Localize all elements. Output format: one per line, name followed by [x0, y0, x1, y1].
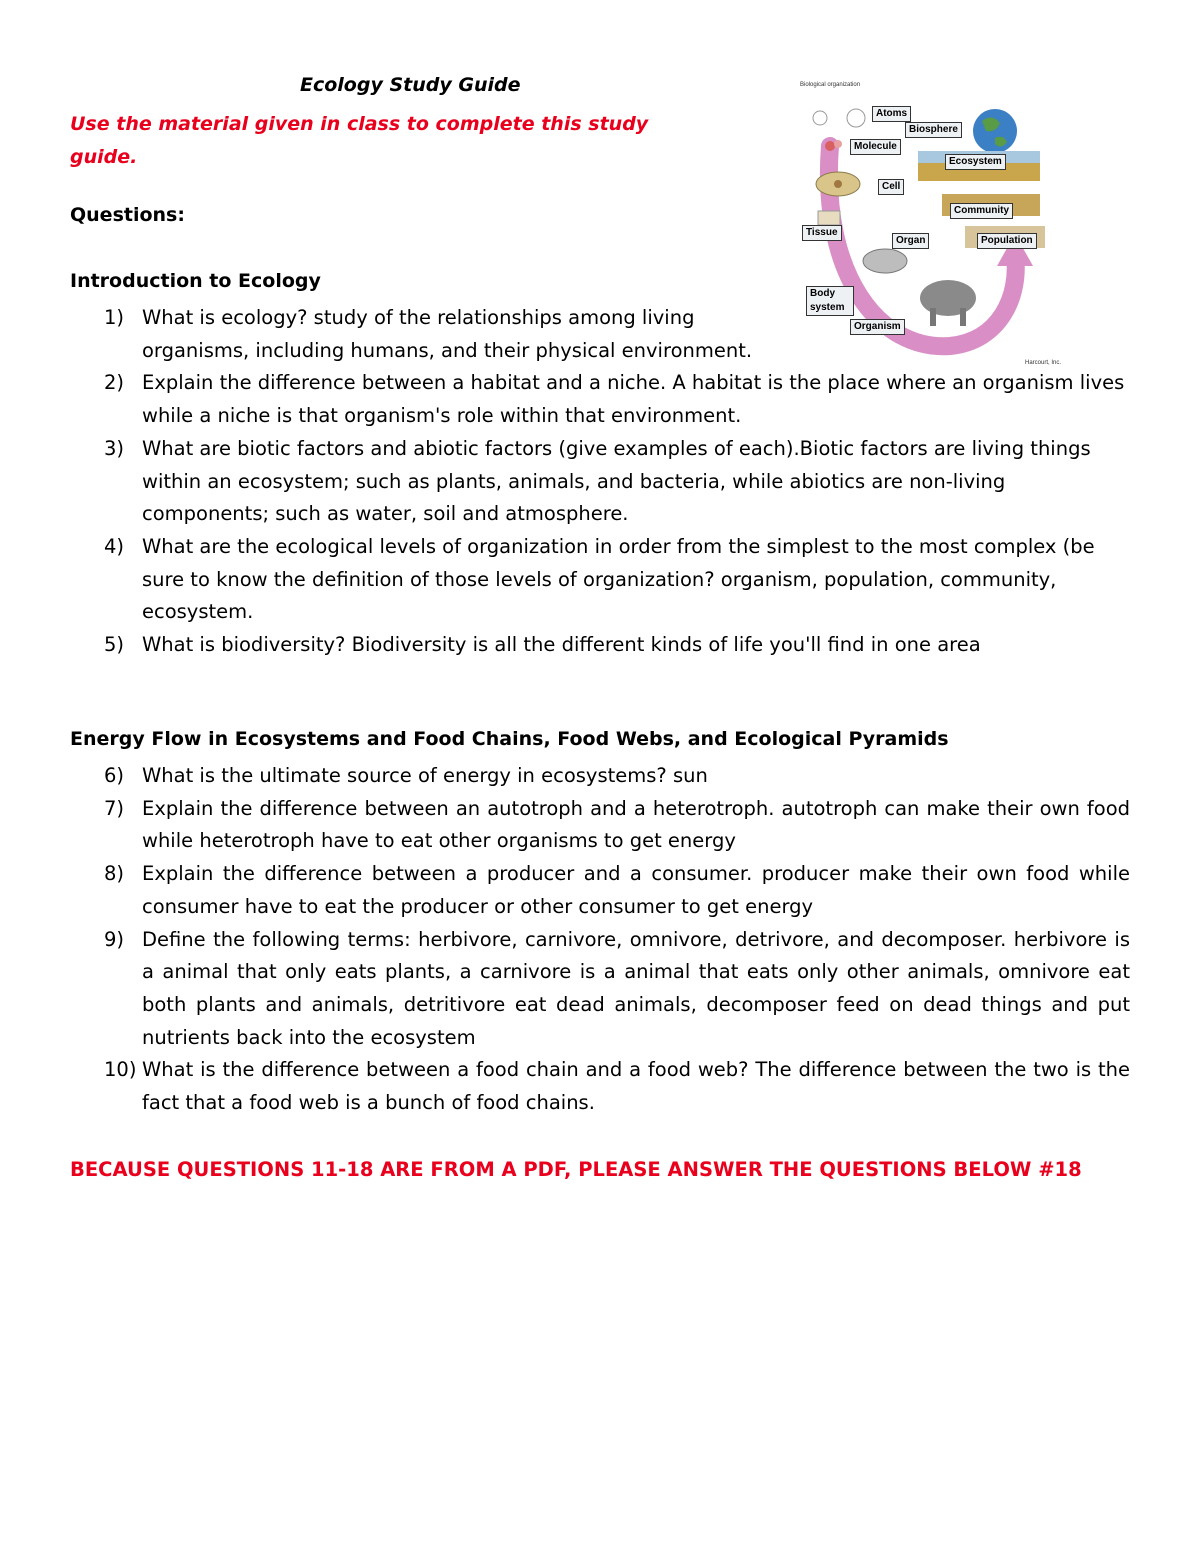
list-item: 9) Define the following terms: herbivore, carnivore, omnivore, detrivore, and decomposer. herbivore is a animal that only eats plants, a carnivore is a animal that eats only other animals, omnivore eat both plants and animals, detritivore eat dead animals, decomposer feed on dead things and put nutrients back into the ecosystem	[104, 927, 1130, 1049]
elephant-skeleton-image	[863, 249, 907, 273]
molecule-image	[825, 141, 835, 151]
question-list-energy	[70, 760, 1130, 1120]
question-list-intro	[70, 302, 1130, 662]
label-ecosystem: Ecosystem	[945, 154, 1006, 170]
list-item: 5) What is biodiversity? Biodiversity is all the different kinds of life you'll find in one area	[104, 633, 981, 657]
list-item: 7) Explain the difference between an autotroph and a heterotroph. autotroph can make their own food while heterotroph have to eat other organisms to get energy	[104, 796, 1130, 853]
label-community: Community	[950, 203, 1013, 219]
label-body-system: Body system	[806, 286, 854, 316]
earth-image	[973, 109, 1017, 153]
list-item: 10) What is the difference between a food chain and a food web? The difference between the two is the fact that a food web is a bunch of food chains.	[104, 1058, 1130, 1115]
question-7-text: Explain the difference between an autotroph and a heterotroph. autotroph can make their own food while heterotroph have to eat other organisms to get energy	[142, 796, 1130, 853]
tissue-image	[818, 211, 840, 225]
label-tissue: Tissue	[802, 225, 842, 241]
question-4-text: What are the ecological levels of organization in order from the simplest to the most complex (be sure to know the definition of those levels of organization? organism, population, community, ecosystem.	[142, 534, 1095, 624]
footer-note: BECAUSE QUESTIONS 11-18 ARE FROM A PDF, PLEASE ANSWER THE QUESTIONS BELOW #18	[70, 1158, 1082, 1181]
list-item: 3) What are biotic factors and abiotic factors (give examples of each).Biotic factors are living things within an ecosystem; such as plants, animals, and bacteria, while abiotics are non-living components; such as water, soil and atmosphere.	[104, 436, 1091, 526]
label-atoms: Atoms	[872, 106, 911, 122]
label-organism: Organism	[850, 319, 905, 335]
label-biosphere: Biosphere	[905, 122, 962, 138]
page-title: Ecology Study Guide	[300, 74, 521, 96]
question-8-text: Explain the difference between a producer and a consumer. producer make their own food while consumer have to eat the producer or other consumer to get energy	[142, 862, 1130, 918]
question-1-text: What is ecology? study of the relationships among living organisms, including humans, and their physical environment.	[142, 306, 753, 362]
section-heading-intro: Introduction to Ecology	[70, 270, 321, 292]
label-molecule: Molecule	[850, 139, 901, 155]
list-item: 2) Explain the difference between a habitat and a niche. A habitat is the place where an organism lives while a niche is that organism's role within that environment.	[104, 371, 1125, 428]
label-population: Population	[977, 233, 1037, 249]
question-9-text: Define the following terms: herbivore, carnivore, omnivore, detrivore, and decomposer. herbivore is a animal that only eats plants, a carnivore is a animal that eats only other animals, omnivore eat both plants and animals, detritivore eat dead animals, decomposer feed on dead things and put nutrients back into the ecosystem	[142, 927, 1130, 1049]
section-heading-energy: Energy Flow in Ecosystems and Food Chains, Food Webs, and Ecological Pyramids	[70, 728, 949, 750]
figure-caption-bottom: Harcourt, Inc.	[1025, 360, 1062, 366]
figure-caption-top: Biological organization	[800, 82, 861, 88]
list-item: 1) What is ecology? study of the relationships among living organisms, including humans, and their physical environment.	[104, 306, 753, 362]
instructions: Use the material given in class to complete this study guide.	[70, 113, 649, 168]
list-item: 8) Explain the difference between a producer and a consumer. producer make their own food while consumer have to eat the producer or other consumer to get energy	[104, 862, 1130, 918]
question-2-text: Explain the difference between a habitat and a niche. A habitat is the place where an organism lives while a niche is that organism's role within that environment.	[142, 371, 1125, 428]
question-5-text: What is biodiversity? Biodiversity is all the different kinds of life you'll find in one area	[142, 633, 981, 657]
question-10-text: What is the difference between a food chain and a food web? The difference between the two is the fact that a food web is a bunch of food chains.	[142, 1058, 1130, 1115]
atom-image	[813, 111, 827, 125]
question-3-text: What are biotic factors and abiotic factors (give examples of each).Biotic factors are living things within an ecosystem; such as plants, animals, and bacteria, while abiotics are non-living components; such as water, soil and atmosphere.	[142, 436, 1091, 526]
list-item: 6) What is the ultimate source of energy in ecosystems? sun	[104, 764, 708, 787]
questions-label: Questions:	[70, 204, 185, 226]
label-organ: Organ	[892, 233, 929, 249]
question-6-text: What is the ultimate source of energy in ecosystems? sun	[142, 764, 708, 787]
list-item: 4) What are the ecological levels of organization in order from the simplest to the most complex (be sure to know the definition of those levels of organization? organism, population, community, ecosystem.	[104, 534, 1095, 624]
label-cell: Cell	[878, 179, 904, 195]
